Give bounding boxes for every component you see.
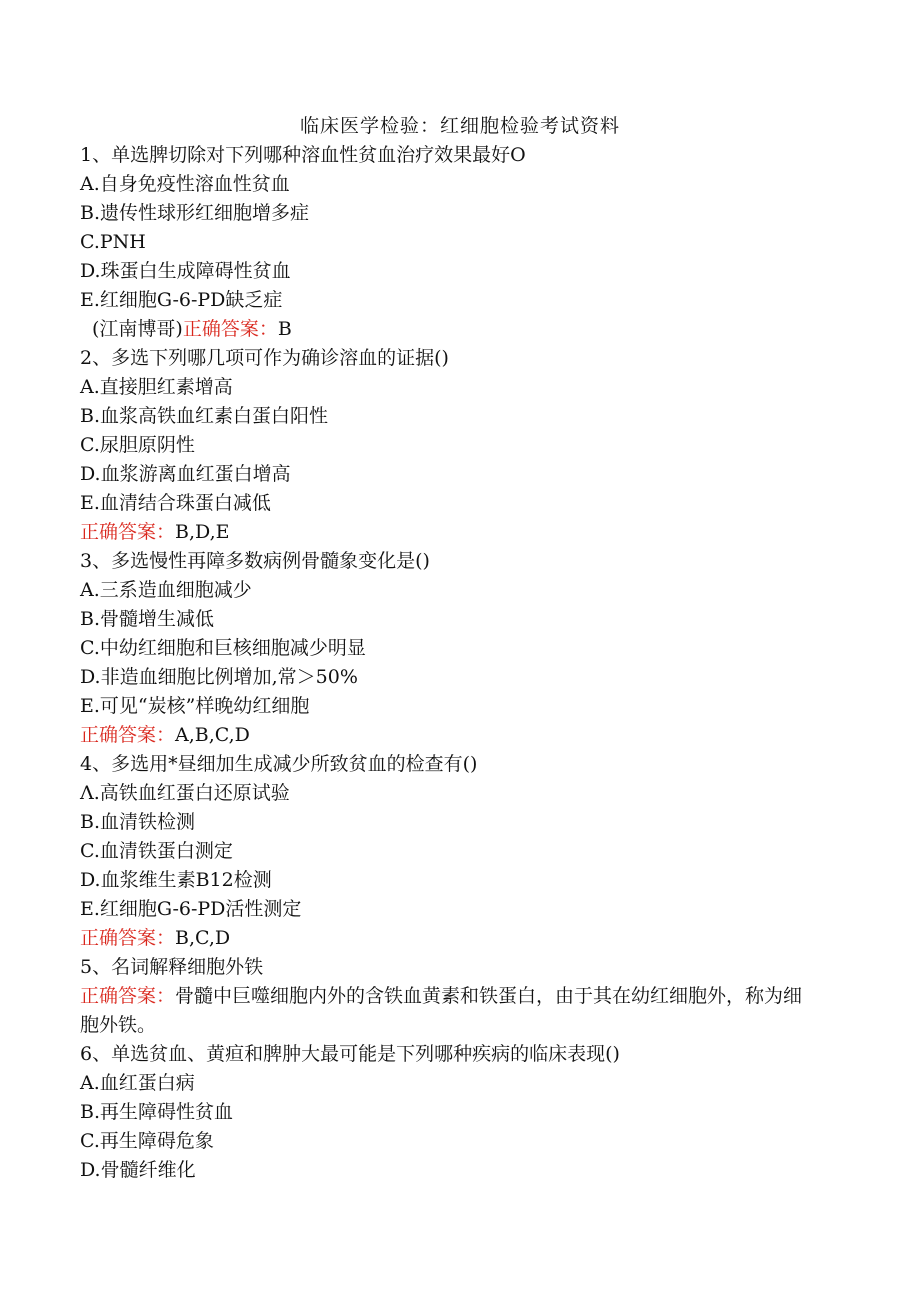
question-list [80, 141, 810, 1185]
question-stem: 2、多选下列哪几项可作为确诊溶血的证据() [80, 347, 449, 369]
option-item: A.直接胆红素增高 [80, 376, 233, 398]
option-item: D.珠蛋白生成障碍性贫血 [80, 260, 291, 282]
option-item: D.血浆游离血红蛋白增高 [80, 463, 291, 485]
option-item: C.尿胆原阴性 [80, 434, 195, 456]
option-item: D.非造血细胞比例增加,常＞50% [80, 666, 358, 688]
answer-value: B,C,D [175, 927, 231, 949]
option-item: E.血清结合珠蛋白减低 [80, 492, 271, 514]
question-stem: 5、名词解释细胞外铁 [80, 956, 264, 978]
option-item: A.三系造血细胞减少 [80, 579, 252, 601]
option-item: C.PNH [80, 231, 146, 253]
answer-line [80, 518, 810, 547]
option-item: C.再生障碍危象 [80, 1130, 214, 1152]
option-item: B.血浆高铁血红素白蛋白阳性 [80, 405, 329, 427]
answer-line [80, 982, 810, 1040]
option-item: B.遗传性球形红细胞增多症 [80, 202, 310, 224]
question-stem: 1、单选脾切除对下列哪种溶血性贫血治疗效果最好O [80, 144, 526, 166]
answer-label: 正确答案： [80, 985, 176, 1007]
option-item: E.红细胞G-6-PD活性测定 [80, 898, 302, 920]
question-stem: 3、多选慢性再障多数病例骨髓象变化是() [80, 550, 430, 572]
answer-label: 正确答案： [80, 724, 176, 746]
option-item: Λ.高铁血红蛋白还原试验 [80, 782, 290, 804]
answer-value: A,B,C,D [175, 724, 250, 746]
option-item: A.血红蛋白病 [80, 1072, 195, 1094]
option-item: B.血清铁检测 [80, 811, 196, 833]
option-item: E.红细胞G-6-PD缺乏症 [80, 289, 283, 311]
option-item: E.可见“炭核”样晚幼红细胞 [80, 695, 310, 717]
answer-value: B,D,E [175, 521, 230, 543]
answer-value: B [277, 318, 292, 340]
answer-value: 骨髓中巨噬细胞内外的含铁血黄素和铁蛋白，由于其在幼红细胞外，称为细胞外铁。 [80, 985, 803, 1036]
source-note: (江南博哥) [92, 318, 183, 340]
option-item: B.骨髓增生减低 [80, 608, 215, 630]
answer-label: 正确答案： [80, 521, 176, 543]
answer-line [80, 924, 810, 953]
question-stem: 4、多选用*昼细加生成减少所致贫血的检查有() [80, 753, 478, 775]
option-item: A.自身免疫性溶血性贫血 [80, 173, 290, 195]
option-item: C.中幼红细胞和巨核细胞减少明显 [80, 637, 366, 659]
option-item: B.再生障碍性贫血 [80, 1101, 234, 1123]
answer-line [80, 721, 810, 750]
option-item: C.血清铁蛋白测定 [80, 840, 233, 862]
option-item: D.骨髓纤维化 [80, 1159, 196, 1181]
page-title: 临床医学检验：红细胞检验考试资料 [299, 115, 620, 137]
option-item: D.血浆维生素B12检测 [80, 869, 272, 891]
answer-label: 正确答案： [182, 318, 278, 340]
answer-label: 正确答案： [80, 927, 176, 949]
question-stem: 6、单选贫血、黄疸和脾肿大最可能是下列哪种疾病的临床表现() [80, 1043, 620, 1065]
answer-line [80, 315, 810, 344]
